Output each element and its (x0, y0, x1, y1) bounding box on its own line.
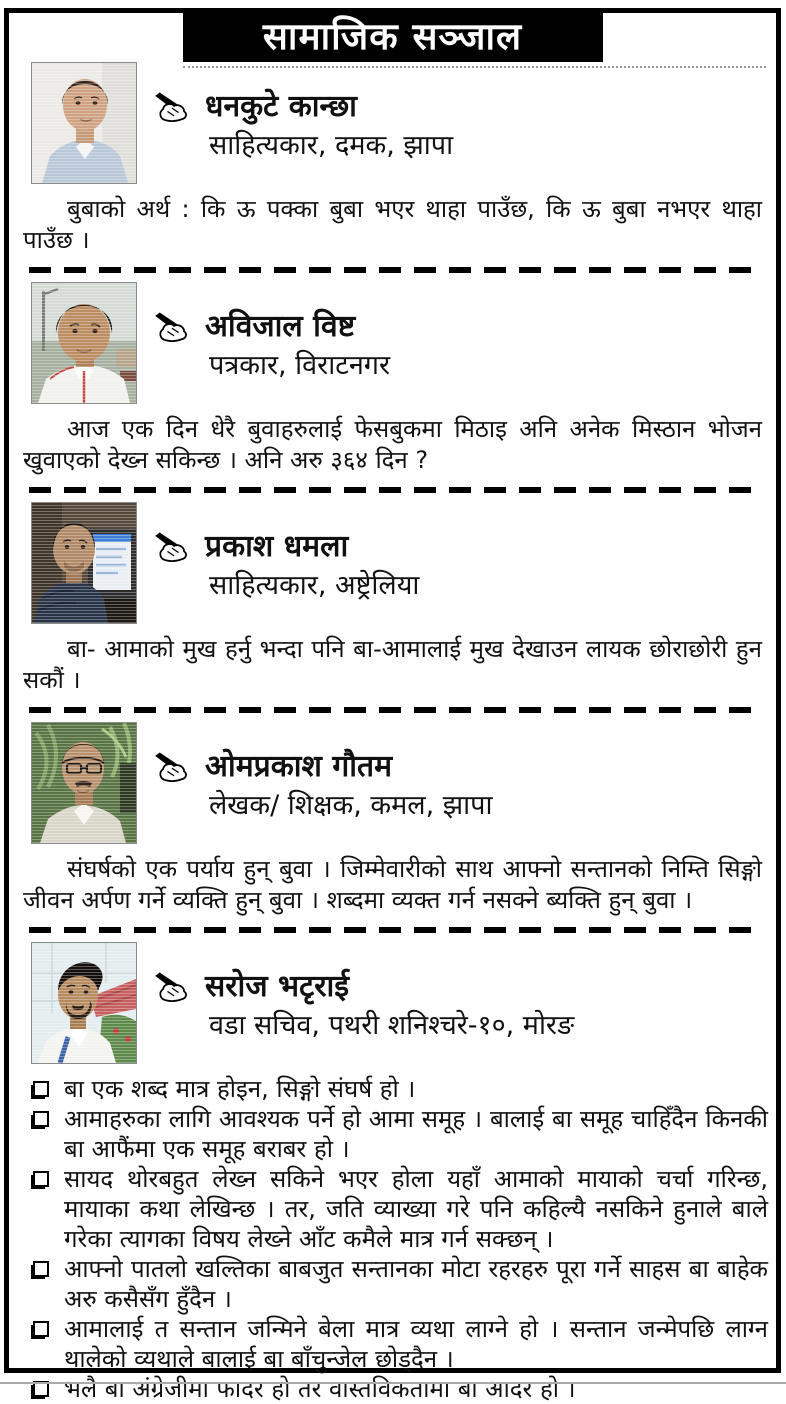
entry-header (31, 282, 770, 404)
avatar-illustration (32, 63, 136, 183)
title-underline (183, 66, 766, 68)
quote-text: बा- आमाको मुख हर्नु भन्दा पनि बा-आमालाई मुख देखाउन लायक छोराछोरी हुन सकौं । (23, 635, 762, 694)
quote-item-text: सायद थोरबहुत लेख्न सकिने भएर होला यहाँ आमाको मायाको चर्चा गरिन्छ, मायाका कथा लेखिन्छ । तर, जति व्याख्या गरे पनि कहिल्यै नसकिने हुनाले बाले गरेका त्यागका विषय लेख्ने आँट कमैले मात्र गर्न सक्छन् । (64, 1165, 768, 1253)
quote-item (33, 1074, 768, 1104)
person-role: वडा सचिव, पथरी शनिश्चरे-१०, मोरङ (209, 1010, 575, 1041)
quote-list (33, 1074, 768, 1404)
writing-hand-icon (153, 312, 193, 342)
quote-text: आज एक दिन धेरै बुवाहरुलाई फेसबुकमा मिठाइ अनि अनेक मिस्ठान भोजन खुवाएको देख्न सकिन्छ । अनि अरु ३६४ दिन ? (23, 415, 762, 474)
quote-item (33, 1314, 768, 1374)
dashed-separator (29, 267, 756, 273)
social-network-clipping (4, 8, 781, 1403)
writing-hand-icon (153, 972, 193, 1002)
avatar-illustration (32, 283, 136, 403)
square-bullet-icon (33, 1081, 49, 1097)
quote-text: संघर्षको एक पर्याय हुन् बुवा । जिम्मेवारीको साथ आफ्नो सन्तानको निम्ति सिङ्गो जीवन अर्पण गर्ने व्यक्ति हुन् बुवा । शब्दमा व्यक्त गर्न नसक्ने ब्यक्ति हुन् बुवा । (23, 855, 762, 914)
writing-hand-icon (153, 92, 193, 122)
entry-header (31, 942, 770, 1064)
square-bullet-icon (33, 1171, 49, 1187)
quote-item-text: आमाहरुका लागि आवश्यक पर्ने हो आमा समूह । बालाई बा समूह चाहिँदैन किनकी बा आफैंमा एक समूह बराबर हो । (64, 1105, 768, 1163)
entry-omprakash-gautam (15, 722, 770, 933)
profile-photo (31, 722, 137, 844)
square-bullet-icon (33, 1261, 49, 1277)
dashed-separator (29, 707, 756, 713)
quote-item (33, 1374, 768, 1404)
name-row (153, 530, 770, 564)
profile-photo (31, 282, 137, 404)
square-bullet-icon (33, 1111, 49, 1127)
person-role: साहित्यकार, दमक, झापा (209, 130, 454, 161)
entry-dhankute-kanchha (15, 62, 770, 273)
quote-item (33, 1254, 768, 1314)
person-name: प्रकाश धमला (205, 529, 349, 564)
writing-hand-icon (153, 532, 193, 562)
entry-header (31, 502, 770, 624)
quote-item (33, 1104, 768, 1164)
bottom-rule (0, 1382, 786, 1384)
avatar-illustration (32, 943, 136, 1063)
avatar-illustration (32, 503, 136, 623)
name-row (153, 310, 770, 344)
person-name: अविजाल विष्ट (205, 309, 356, 344)
title-block (153, 304, 770, 382)
profile-photo (31, 502, 137, 624)
person-role: साहित्यकार, अष्ट्रेलिया (209, 570, 420, 601)
page-title: सामाजिक सञ्जाल (183, 13, 603, 62)
title-block (153, 964, 770, 1042)
profile-photo (31, 942, 137, 1064)
name-row (153, 750, 770, 784)
entry-header (31, 62, 770, 184)
quote-item-text: आमालाई त सन्तान जन्मिने बेला मात्र व्यथा लाग्ने हो । सन्तान जन्मेपछि लाग्न थालेको व्यथाले बालाई बा बाँचुन्जेल छोड्दैन । (64, 1315, 768, 1373)
square-bullet-icon (33, 1321, 49, 1337)
entry-prakash-dhamala (15, 502, 770, 713)
entry-header (31, 722, 770, 844)
entry-saroj-bhattarai (15, 942, 770, 1404)
quote-item-text: आफ्नो पातलो खल्तिका बाबजुत सन्तानका मोटा रहरहरु पूरा गर्ने साहस बा बाहेक अरु कसैसँग हुँदैन । (64, 1255, 768, 1313)
person-name: सरोज भटृराई (205, 969, 350, 1004)
title-block (153, 744, 770, 822)
dashed-separator (29, 487, 756, 493)
name-row (153, 970, 770, 1004)
writing-hand-icon (153, 752, 193, 782)
profile-photo (31, 62, 137, 184)
person-name: धनकुटे कान्छा (205, 89, 357, 124)
person-name: ओमप्रकाश गौतम (205, 749, 393, 784)
title-block (153, 84, 770, 162)
quote-text: बुबाको अर्थ : कि ऊ पक्का बुबा भएर थाहा पाउँछ, कि ऊ बुबा नभएर थाहा पाउँछ । (23, 195, 762, 254)
name-row (153, 90, 770, 124)
title-block (153, 524, 770, 602)
quote-item-text: भलै बा अंग्रेजीमा फादर हो तर वास्तविकतामा बा आदर हो । (64, 1375, 576, 1403)
person-role: लेखक/ शिक्षक, कमल, झापा (209, 790, 493, 821)
masthead (15, 13, 770, 65)
person-role: पत्रकार, विराटनगर (209, 350, 391, 381)
avatar-illustration (32, 723, 136, 843)
quote-item (33, 1164, 768, 1254)
quote-item-text: बा एक शब्द मात्र होइन, सिङ्गो संघर्ष हो । (64, 1075, 416, 1103)
entry-avijal-bista (15, 282, 770, 493)
dashed-separator (29, 927, 756, 933)
